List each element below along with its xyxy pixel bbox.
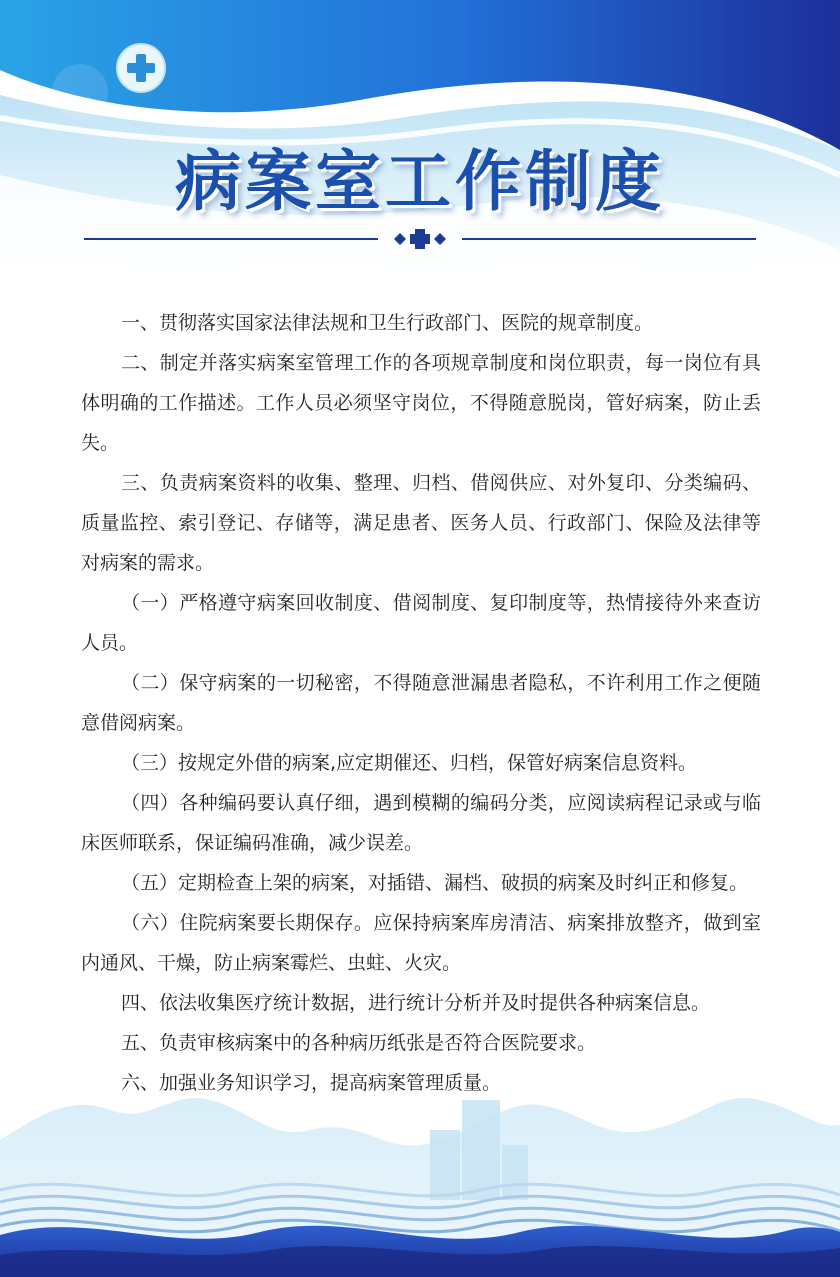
rule-subparagraph: （一）严格遵守病案回收制度、借阅制度、复印制度等，热情接待外来查访人员。	[81, 592, 761, 654]
rule-subparagraph: （六）住院病案要长期保存。应保持病案库房清洁、病案排放整齐，做到室内通风、干燥，防止病案霉烂、虫蛀、火灾。	[81, 912, 761, 974]
rule-paragraph: 三、负责病案资料的收集、整理、归档、借阅供应、对外复印、分类编码、质量监控、索引登记、存储等，满足患者、医务人员、行政部门、保险及法律等对病案的需求。	[81, 472, 761, 574]
rule-subparagraph: （四）各种编码要认真仔细，遇到模糊的编码分类，应阅读病程记录或与临床医师联系，保证编码准确，减少误差。	[81, 792, 761, 854]
rule-subparagraph: （二）保守病案的一切秘密，不得随意泄漏患者隐私，不许利用工作之便随意借阅病案。	[81, 672, 761, 734]
medical-cross-icon	[116, 43, 166, 93]
rule-paragraph: 六、加强业务知识学习，提高病案管理质量。	[121, 1072, 502, 1094]
medical-cross-icon	[410, 229, 430, 249]
footer-landscape-background	[0, 1060, 840, 1277]
rule-paragraph: 一、贯彻落实国家法律法规和卫生行政部门、医院的规章制度。	[121, 312, 654, 334]
page-title: 病案室工作制度	[175, 143, 665, 220]
title-divider	[84, 226, 756, 252]
rule-paragraph: 五、负责审核病案中的各种病历纸张是否符合医院要求。	[121, 1032, 597, 1054]
rules-content	[81, 303, 761, 1103]
rule-subparagraph: （三）按规定外借的病案,应定期催还、归档，保管好病案信息资料。	[121, 752, 698, 774]
rule-paragraph: 二、制定并落实病案室管理工作的各项规章制度和岗位职责，每一岗位有具体明确的工作描述。工作人员必须坚守岗位，不得随意脱岗，管好病案，防止丢失。	[81, 352, 761, 454]
rule-subparagraph: （五）定期检查上架的病案，对插错、漏档、破损的病案及时纠正和修复。	[121, 872, 749, 894]
rule-paragraph: 四、依法收集医疗统计数据，进行统计分析并及时提供各种病案信息。	[121, 992, 711, 1014]
